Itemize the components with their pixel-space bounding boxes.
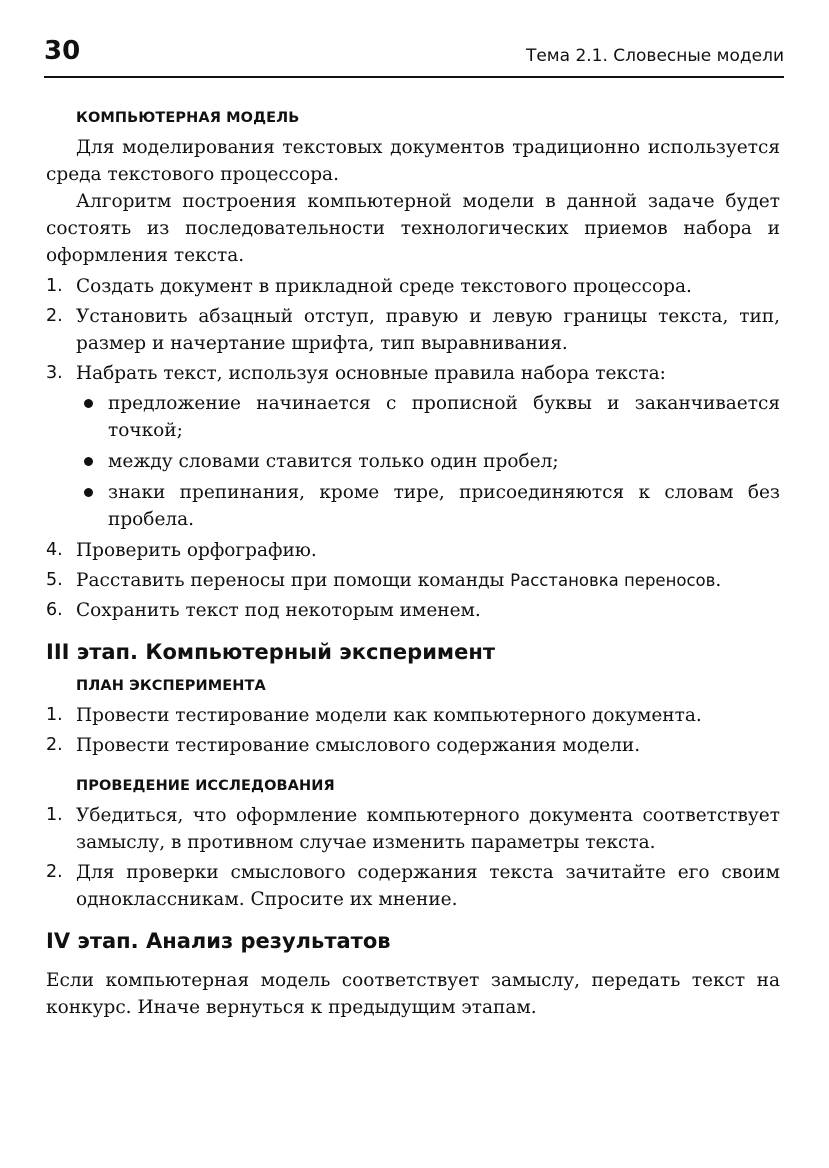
list-item xyxy=(46,303,780,357)
item-number: 1. xyxy=(46,276,63,296)
bullet-item xyxy=(76,390,780,444)
list-item: 5. Расставить переносы при помощи команды Расстановка переносов. xyxy=(46,567,780,594)
item-number: 5. xyxy=(46,570,63,590)
item-text: Провести тестирование смыслового содержания модели. xyxy=(76,735,641,756)
list-item xyxy=(46,702,780,729)
item-number: 2. xyxy=(46,306,63,326)
item-number: 3. xyxy=(46,363,63,383)
subheading-computer-model: КОМПЬЮТЕРНАЯ МОДЕЛЬ xyxy=(76,110,300,126)
bullet-text: знаки препинания, кроме тире, присоединяются к словам без пробела. xyxy=(108,482,780,530)
bullet-text: предложение начинается с прописной буквы и заканчивается точкой; xyxy=(108,393,780,441)
item-number: 1. xyxy=(46,705,63,725)
heading-stage-4: IV этап. Анализ результатов xyxy=(46,929,391,953)
item-text: Для проверки смыслового содержания текста зачитайте его своим одноклассникам. Спросите их мнение. xyxy=(76,862,780,910)
bullet-text: между словами ставится только один пробел; xyxy=(108,451,559,472)
bullet-icon xyxy=(84,488,93,497)
paragraph: Для моделирования текстовых документов традиционно используется среда текстового процессора. xyxy=(46,137,780,185)
paragraph: Алгоритм построения компьютерной модели в данной задаче будет состоять из последовательности технологических приемов набора и оформления текста. xyxy=(46,191,780,266)
item-number: 6. xyxy=(46,600,63,620)
list-item xyxy=(46,537,780,564)
plan-list xyxy=(46,702,780,759)
command-name: Расстановка переносов xyxy=(510,571,716,590)
list-item xyxy=(46,360,780,533)
item-number: 2. xyxy=(46,735,63,755)
page-header xyxy=(44,36,784,78)
bullet-icon xyxy=(84,399,93,408)
item-text: Провести тестирование модели как компьютерного документа. xyxy=(76,705,702,726)
list-item xyxy=(46,273,780,300)
page-number: 30 xyxy=(44,36,81,66)
subheading-experiment-plan: ПЛАН ЭКСПЕРИМЕНТА xyxy=(76,678,266,694)
item-text: Сохранить текст под некоторым именем. xyxy=(76,600,481,621)
item-text: Расставить переносы при помощи команды xyxy=(76,570,505,591)
bullet-item xyxy=(76,448,780,475)
item-number: 2. xyxy=(46,862,63,882)
list-item xyxy=(46,597,780,624)
model-steps-list xyxy=(46,273,780,624)
item-number: 1. xyxy=(46,805,63,825)
item-text: Набрать текст, используя основные правила набора текста: xyxy=(76,363,666,384)
item-text: Проверить орфографию. xyxy=(76,540,317,561)
list-item xyxy=(46,732,780,759)
rules-bullet-list xyxy=(76,390,780,533)
item-number: 4. xyxy=(46,540,63,560)
bullet-item xyxy=(76,479,780,533)
subheading-research: ПРОВЕДЕНИЕ ИССЛЕДОВАНИЯ xyxy=(76,778,335,794)
list-item xyxy=(46,859,780,913)
page-content xyxy=(46,110,780,1021)
research-list xyxy=(46,802,780,913)
paragraph: Если компьютерная модель соответствует замыслу, передать текст на конкурс. Иначе вернуться к предыдущим этапам. xyxy=(46,970,780,1018)
list-item xyxy=(46,802,780,856)
item-text: Создать документ в прикладной среде текстового процессора. xyxy=(76,276,692,297)
running-title: Тема 2.1. Словесные модели xyxy=(525,46,784,66)
bullet-icon xyxy=(84,457,93,466)
item-text: Убедиться, что оформление компьютерного документа соответствует замыслу, в противном случае изменить параметры текста. xyxy=(76,805,780,853)
item-text: Установить абзацный отступ, правую и левую границы текста, тип, размер и начертание шрифта, тип выравнивания. xyxy=(76,306,780,354)
heading-stage-3: III этап. Компьютерный эксперимент xyxy=(46,640,496,664)
